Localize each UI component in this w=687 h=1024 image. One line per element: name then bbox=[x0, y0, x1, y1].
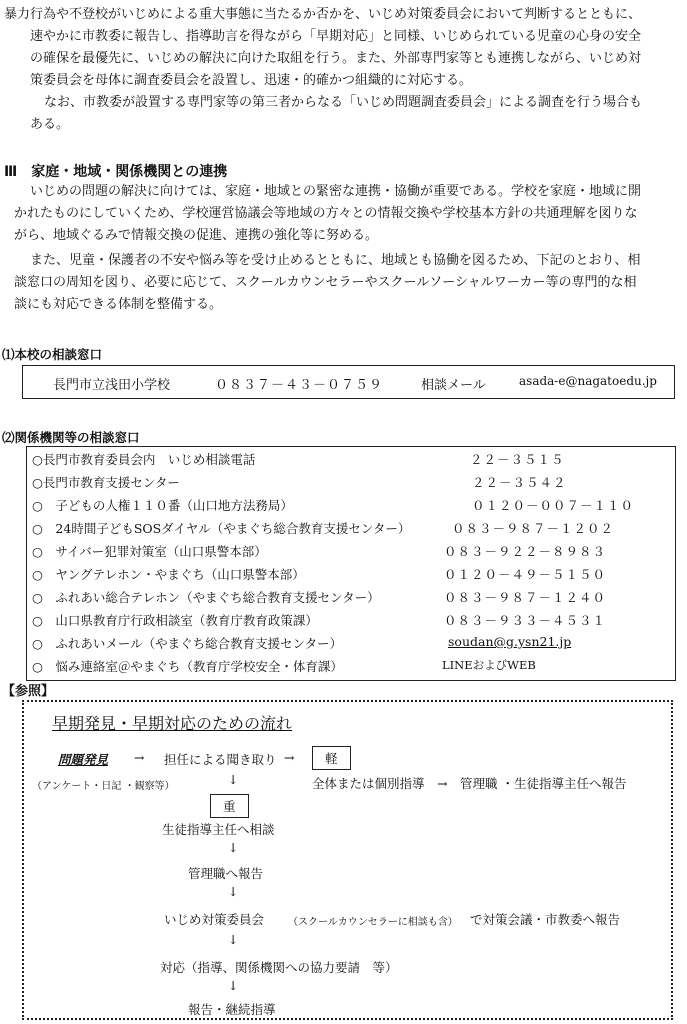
flow-step-final: 報告・継続指導 bbox=[188, 1002, 276, 1017]
hearing-step: 担任による聞き取り bbox=[164, 752, 277, 767]
school-contact-heading: ⑴本校の相談窓口 bbox=[2, 347, 103, 362]
agency-phone: ０１２０－４９－５１５０ bbox=[444, 567, 607, 582]
flow-diagram bbox=[22, 700, 673, 1020]
flow-step-committee: いじめ対策委員会 bbox=[164, 912, 265, 927]
agency-name: ○ 子どもの人権１１０番（山口地方法務局） bbox=[32, 498, 293, 513]
agency-phone: ２２－３５４２ bbox=[472, 475, 567, 490]
agency-name: ○ 24時間子どもSOSダイヤル（やまぐち総合教育支援センター） bbox=[32, 521, 411, 536]
flow-arrow-down: ↓ bbox=[228, 884, 239, 899]
section-line-5: 談窓口の周知を図り、必要に応じて、スクールカウンセラーやスクールソーシャルワーカー等の専門的な相 bbox=[14, 275, 637, 290]
agency-name: ○ サイバー犯罪対策室（山口県警本部） bbox=[32, 544, 267, 559]
agency-name: ○長門市教育委員会内 いじめ相談電話 bbox=[32, 452, 256, 467]
flow-arrow-right: → bbox=[284, 750, 295, 765]
agency-name: ○ ヤングテレホン・やまぐち（山口県警本部） bbox=[32, 567, 305, 582]
intro-line-1: 暴力行為や不登校がいじめによる重大事態に当たるか否かを、いじめ対策委員会において判断するとともに、 bbox=[4, 7, 642, 22]
intro-line-5: なお、市教委が設置する専門家等の第三者からなる「いじめ問題調査委員会」による調査を行う場合も bbox=[44, 95, 643, 110]
school-name: 長門市立浅田小学校 bbox=[53, 378, 171, 393]
section-line-2: かれたものにしていくため、学校運営協議会等地域の方々との情報交換や学校基本方針の共通理解を図りな bbox=[14, 206, 638, 221]
agencies-heading: ⑵関係機関等の相談窓口 bbox=[2, 430, 140, 445]
flow-arrow-down: ↓ bbox=[228, 772, 239, 787]
survey-note: （アンケート・日記 ・観察等） bbox=[32, 781, 175, 792]
agency-name: ○ 悩み連絡室＠やまぐち（教育庁学校安全・体育課） bbox=[32, 659, 343, 674]
agency-name: ○ ふれあいメール（やまぐち総合教育支援センター） bbox=[32, 636, 343, 651]
intro-line-2: 速やかに市教委に報告し、指導助言を得ながら「早期対応」と同様、いじめられている児童の心身の安全 bbox=[30, 29, 642, 44]
flow-step-committee-tail: で対策会議・市教委へ報告 bbox=[470, 912, 621, 927]
reference-label: 【参照】 bbox=[2, 684, 55, 699]
agency-phone: ０８３－９８７－１２４０ bbox=[444, 590, 607, 605]
flow-arrow-down: ↓ bbox=[228, 932, 239, 947]
section-heading: Ⅲ 家庭・地域・関係機関との連携 bbox=[4, 164, 228, 180]
problem-discovery: 問題発見 bbox=[58, 752, 109, 767]
flow-arrow-right: → bbox=[134, 750, 145, 765]
flow-step-report-admin: 管理職へ報告 bbox=[188, 866, 264, 881]
flow-arrow-down: ↓ bbox=[228, 840, 239, 855]
section-line-4: また、児童・保護者の不安や悩み等を受け止めるとともに、地域とも協働を図るため、下記のとおり、相 bbox=[30, 253, 641, 268]
flow-step-response: 対応（指導、関係機関への協力要請 等） bbox=[160, 960, 398, 975]
flow-step-committee-note: （スクールカウンセラーに相談も含） bbox=[288, 917, 458, 928]
agency-phone: LINEおよびWEB bbox=[442, 658, 536, 672]
agency-mail-link[interactable]: soudan@g.ysn21.jp bbox=[448, 634, 572, 649]
agency-phone: ２２－３５１５ bbox=[470, 452, 565, 467]
agency-phone: ０１２０－００７－１１０ bbox=[472, 498, 635, 513]
intro-line-6: ある。 bbox=[30, 117, 70, 132]
intro-line-3: の確保を最優先に、いじめの解決に向けた取組を行う。また、外部専門家等とも連携しながら、いじめ対 bbox=[30, 51, 642, 66]
flow-title: 早期発見・早期対応のための流れ bbox=[52, 714, 293, 733]
agency-phone: ０８３－９２２－８９８３ bbox=[444, 544, 607, 559]
school-phone: ０８３７－４３－０７５９ bbox=[215, 378, 384, 393]
heavy-box: 重 bbox=[210, 794, 249, 818]
flow-step-consult: 生徒指導主任へ相談 bbox=[162, 822, 275, 837]
agency-name: ○長門市教育支援センター bbox=[32, 475, 180, 490]
light-box: 軽 bbox=[312, 746, 351, 770]
flow-arrow-down: ↓ bbox=[228, 978, 239, 993]
section-line-6: 談にも対応できる体制を整備する。 bbox=[14, 297, 223, 312]
section-line-3: がら、地域ぐるみで情報交換の促進、連携の強化等に努める。 bbox=[14, 228, 379, 243]
school-contact-box bbox=[22, 365, 675, 399]
agency-phone: ０８３－９８７－１２０２ bbox=[452, 521, 615, 536]
section-line-1: いじめの問題の解決に向けては、家庭・地域との緊密な連携・協働が重要である。学校を家庭・地域に開 bbox=[30, 184, 642, 199]
light-result: 全体または個別指導 → 管理職 ・生徒指導主任へ報告 bbox=[312, 776, 627, 791]
school-mail: asada-e@nagatoedu.jp bbox=[519, 374, 657, 388]
agency-name: ○ ふれあい総合テレホン（やまぐち総合教育支援センター） bbox=[32, 590, 380, 605]
agency-name: ○ 山口県教育庁行政相談室（教育庁教育政策課） bbox=[32, 613, 318, 628]
school-mail-label: 相談メール bbox=[421, 378, 486, 393]
agency-phone: ０８３－９３３－４５３１ bbox=[444, 613, 607, 628]
intro-line-4: 策委員会を母体に調査委員会を設置し、迅速・的確かつ組織的に対応する。 bbox=[30, 73, 473, 88]
agencies-box bbox=[26, 446, 676, 681]
